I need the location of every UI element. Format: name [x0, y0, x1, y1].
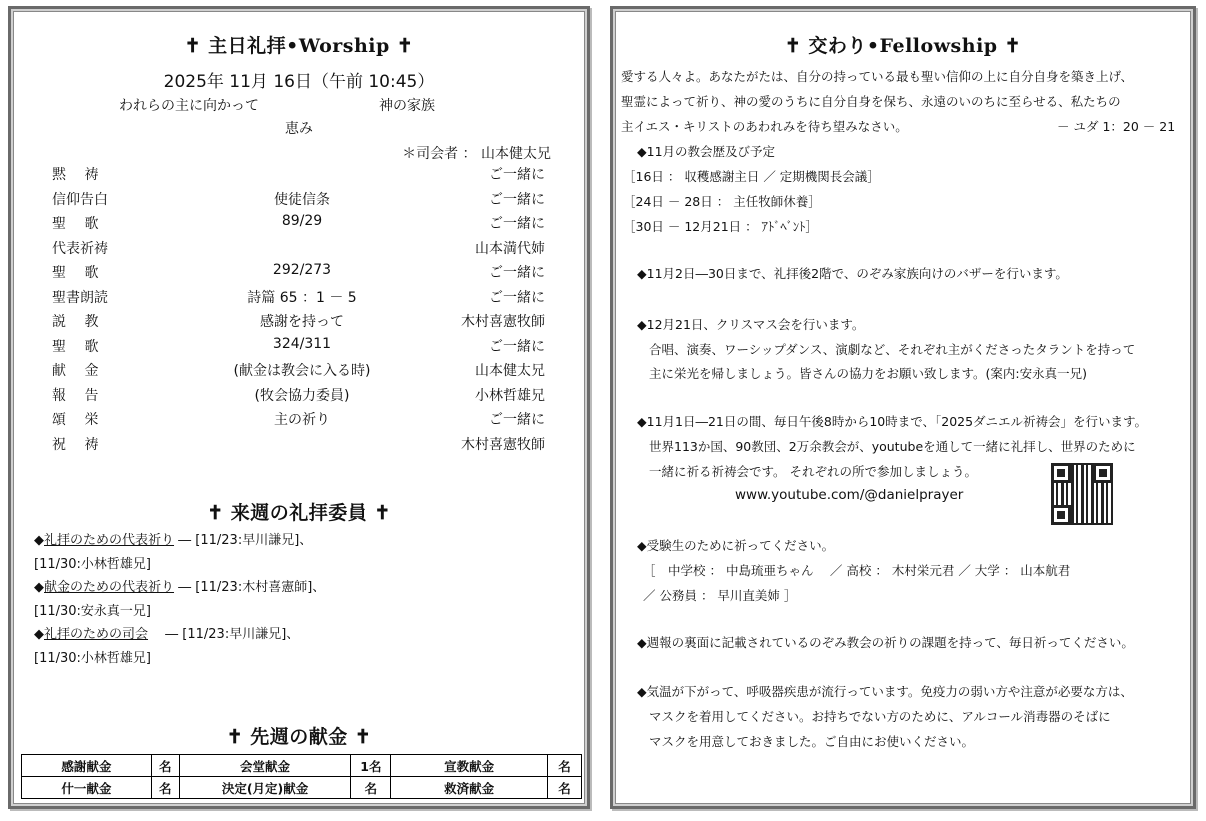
- order-person: ご一緒に: [489, 265, 545, 281]
- presider: ＊司会者 ： 山本健太兄: [402, 146, 551, 162]
- order-person: 山本健太兄: [475, 363, 545, 379]
- offering-title: ✝ 先週の献金 ✝: [226, 726, 372, 748]
- verse-line: 聖霊によって祈り、神の愛のうちに自分自身を保ち、永遠のいのちに至らせる、私たちの: [621, 94, 1121, 109]
- schedule-item: ［24日 － 28日 ： 主任牧師休養］: [623, 194, 821, 209]
- table-cell: 名: [548, 777, 582, 799]
- order-content: 324/311: [272, 335, 332, 352]
- christmas-notice: ◆12月21日、クリスマス会を行います。: [637, 317, 865, 332]
- order-item: 説 教: [52, 314, 99, 330]
- committee-entry: ◆礼拝のための司会 ― [11/23:早川謙兄]、: [34, 627, 300, 642]
- table-cell: 救済献金: [391, 777, 548, 799]
- order-row: [11, 434, 587, 456]
- committee-title: ✝ 来週の礼拝委員 ✝: [207, 502, 391, 524]
- offering-table: [21, 754, 582, 799]
- order-row: [11, 409, 587, 431]
- schedule-item: ［16日 ： 収穫感謝主日 ／ 定期機関長会議］: [623, 169, 880, 184]
- order-item: 聖 歌: [52, 265, 99, 281]
- order-person: 木村喜憲牧師: [461, 314, 545, 330]
- order-item: 祝 祷: [52, 436, 99, 453]
- fellowship-panel: [610, 6, 1196, 809]
- exam-line: ［ 中学校 ： 中島琉亜ちゃん ／ 高校 ： 木村栄元君 ／ 大学 ： 山本航君: [643, 563, 1071, 578]
- order-row: [11, 311, 587, 333]
- fellowship-title: ✝ 交わり•Fellowship ✝: [784, 35, 1022, 57]
- health-line: マスクを着用してください。お持ちでない方のために、アルコール消毒器のそばに: [649, 709, 1111, 724]
- service-date: 2025年 11月 16日（午前 10:45）: [163, 72, 435, 92]
- order-item: 代表祈祷: [52, 240, 108, 257]
- verse-line: 愛する人々よ。あなたがたは、自分の持っている最も聖い信仰の上に自分自身を築き上げ、: [621, 69, 1134, 84]
- order-person: ご一緒に: [489, 289, 545, 306]
- committee-entry: ◆礼拝のための代表祈り ― [11/23:早川謙兄]、: [34, 533, 313, 548]
- committee-entry-cont: [11/30:小林哲雄兄]: [34, 650, 151, 666]
- order-row: [11, 385, 587, 407]
- table-cell: 名: [151, 777, 179, 799]
- table-cell: 1名: [351, 755, 391, 777]
- worship-title: ✝ 主日礼拝•Worship ✝: [184, 35, 414, 57]
- order-item: 黙 祷: [52, 167, 99, 183]
- order-content: (献金は教会に入る時): [233, 363, 371, 379]
- order-row: [11, 262, 587, 284]
- health-line: マスクを用意しておきました。ご自由にお使いください。: [649, 734, 975, 749]
- order-person: ご一緒に: [489, 167, 545, 183]
- order-row: [11, 287, 587, 309]
- schedule-title: ◆11月の教会歴及び予定: [637, 144, 776, 159]
- table-cell: 什一献金: [22, 777, 152, 799]
- order-row: [11, 336, 587, 358]
- committee-list: [34, 529, 325, 670]
- order-row: [11, 238, 587, 260]
- table-cell: 名: [151, 755, 179, 777]
- verse-reference: － ユダ 1：20 － 21: [1057, 119, 1176, 134]
- order-item: 聖 歌: [52, 216, 99, 232]
- order-person: ご一緒に: [489, 412, 545, 428]
- order-person: ご一緒に: [489, 338, 545, 355]
- theme-center: 恵み: [285, 121, 313, 137]
- order-row: [11, 164, 587, 186]
- committee-entry: ◆献金のための代表祈り ― [11/23:木村喜憲師]、: [34, 580, 326, 595]
- order-content: 主の祈り: [274, 412, 330, 428]
- qr-code-icon: [1051, 463, 1113, 525]
- order-person: ご一緒に: [489, 191, 545, 208]
- order-row: [11, 189, 587, 211]
- bazaar-notice: ◆11月2日―30日まで、礼拝後2階で、のぞみ家族向けのバザーを行います。: [637, 266, 1068, 281]
- daniel-notice: ◆11月1日―21日の間、毎日午後8時から10時まで、「2025ダニエル祈祷会」を行います。: [637, 414, 1148, 429]
- christmas-line: 合唱、演奏、ワーシップダンス、演劇など、それぞれ主がくださったタラントを持って: [649, 342, 1136, 357]
- order-item: 信仰告白: [52, 191, 108, 208]
- order-person: 木村喜憲牧師: [461, 436, 545, 453]
- health-notice: ◆気温が下がって、呼吸器疾患が流行っています。免疫力の弱い方や注意が必要な方は、: [637, 684, 1133, 699]
- table-cell: 決定(月定)献金: [179, 777, 351, 799]
- order-person: 小林哲雄兄: [475, 387, 545, 404]
- weekly-notice: ◆週報の裏面に記載されているのぞみ教会の祈りの課題を持って、毎日祈ってください。: [637, 635, 1134, 650]
- order-row: [11, 213, 587, 235]
- exam-notice: ◆受験生のために祈ってください。: [637, 538, 835, 553]
- daniel-line: 世界113か国、90教団、2万余教会が、youtubeを通して一緒に礼拝し、世界のために: [649, 439, 1136, 454]
- order-item: 聖 歌: [52, 338, 99, 355]
- theme-left: われらの主に向かって: [119, 98, 259, 114]
- youtube-link[interactable]: www.youtube.com/@danielprayer: [735, 487, 964, 503]
- order-person: 山本満代姉: [475, 240, 545, 257]
- table-cell: 宣教献金: [391, 755, 548, 777]
- order-row: [11, 360, 587, 382]
- order-content: 89/29: [281, 213, 323, 229]
- committee-entry-cont: [11/30:小林哲雄兄]: [34, 556, 151, 572]
- table-row: [22, 755, 582, 777]
- verse-line: 主イエス・キリストのあわれみを待ち望みなさい。: [621, 119, 908, 134]
- order-content: 感謝を持って: [260, 314, 344, 330]
- order-item: 聖書朗読: [52, 289, 108, 306]
- table-cell: 名: [548, 755, 582, 777]
- schedule-item: ［30日 － 12月21日 ： ｱﾄﾞﾍﾞﾝﾄ］: [623, 219, 818, 234]
- exam-line: ／ 公務員 ： 早川直美姉 ］: [643, 588, 797, 603]
- table-cell: 感謝献金: [22, 755, 152, 777]
- table-cell: 名: [351, 777, 391, 799]
- daniel-line: 一緒に祈る祈祷会です。 それぞれの所で参加しましょう。: [649, 464, 977, 479]
- worship-panel: [8, 6, 590, 809]
- order-item: 報 告: [52, 387, 99, 404]
- table-cell: 会堂献金: [179, 755, 351, 777]
- order-item: 献 金: [52, 363, 99, 379]
- order-content: 使徒信条: [274, 191, 330, 208]
- order-person: ご一緒に: [489, 216, 545, 232]
- order-content: 292/273: [272, 262, 332, 278]
- christmas-line: 主に栄光を帰しましょう。皆さんの協力をお願い致します。(案内:安永真一兄): [649, 366, 1087, 381]
- table-row: [22, 777, 582, 799]
- order-content: 詩篇 65 ：1 － 5: [247, 289, 357, 306]
- order-item: 頌 栄: [52, 412, 99, 428]
- committee-entry-cont: [11/30:安永真一兄]: [34, 603, 151, 619]
- order-content: (牧会協力委員): [254, 387, 350, 404]
- theme-right: 神の家族: [379, 98, 435, 114]
